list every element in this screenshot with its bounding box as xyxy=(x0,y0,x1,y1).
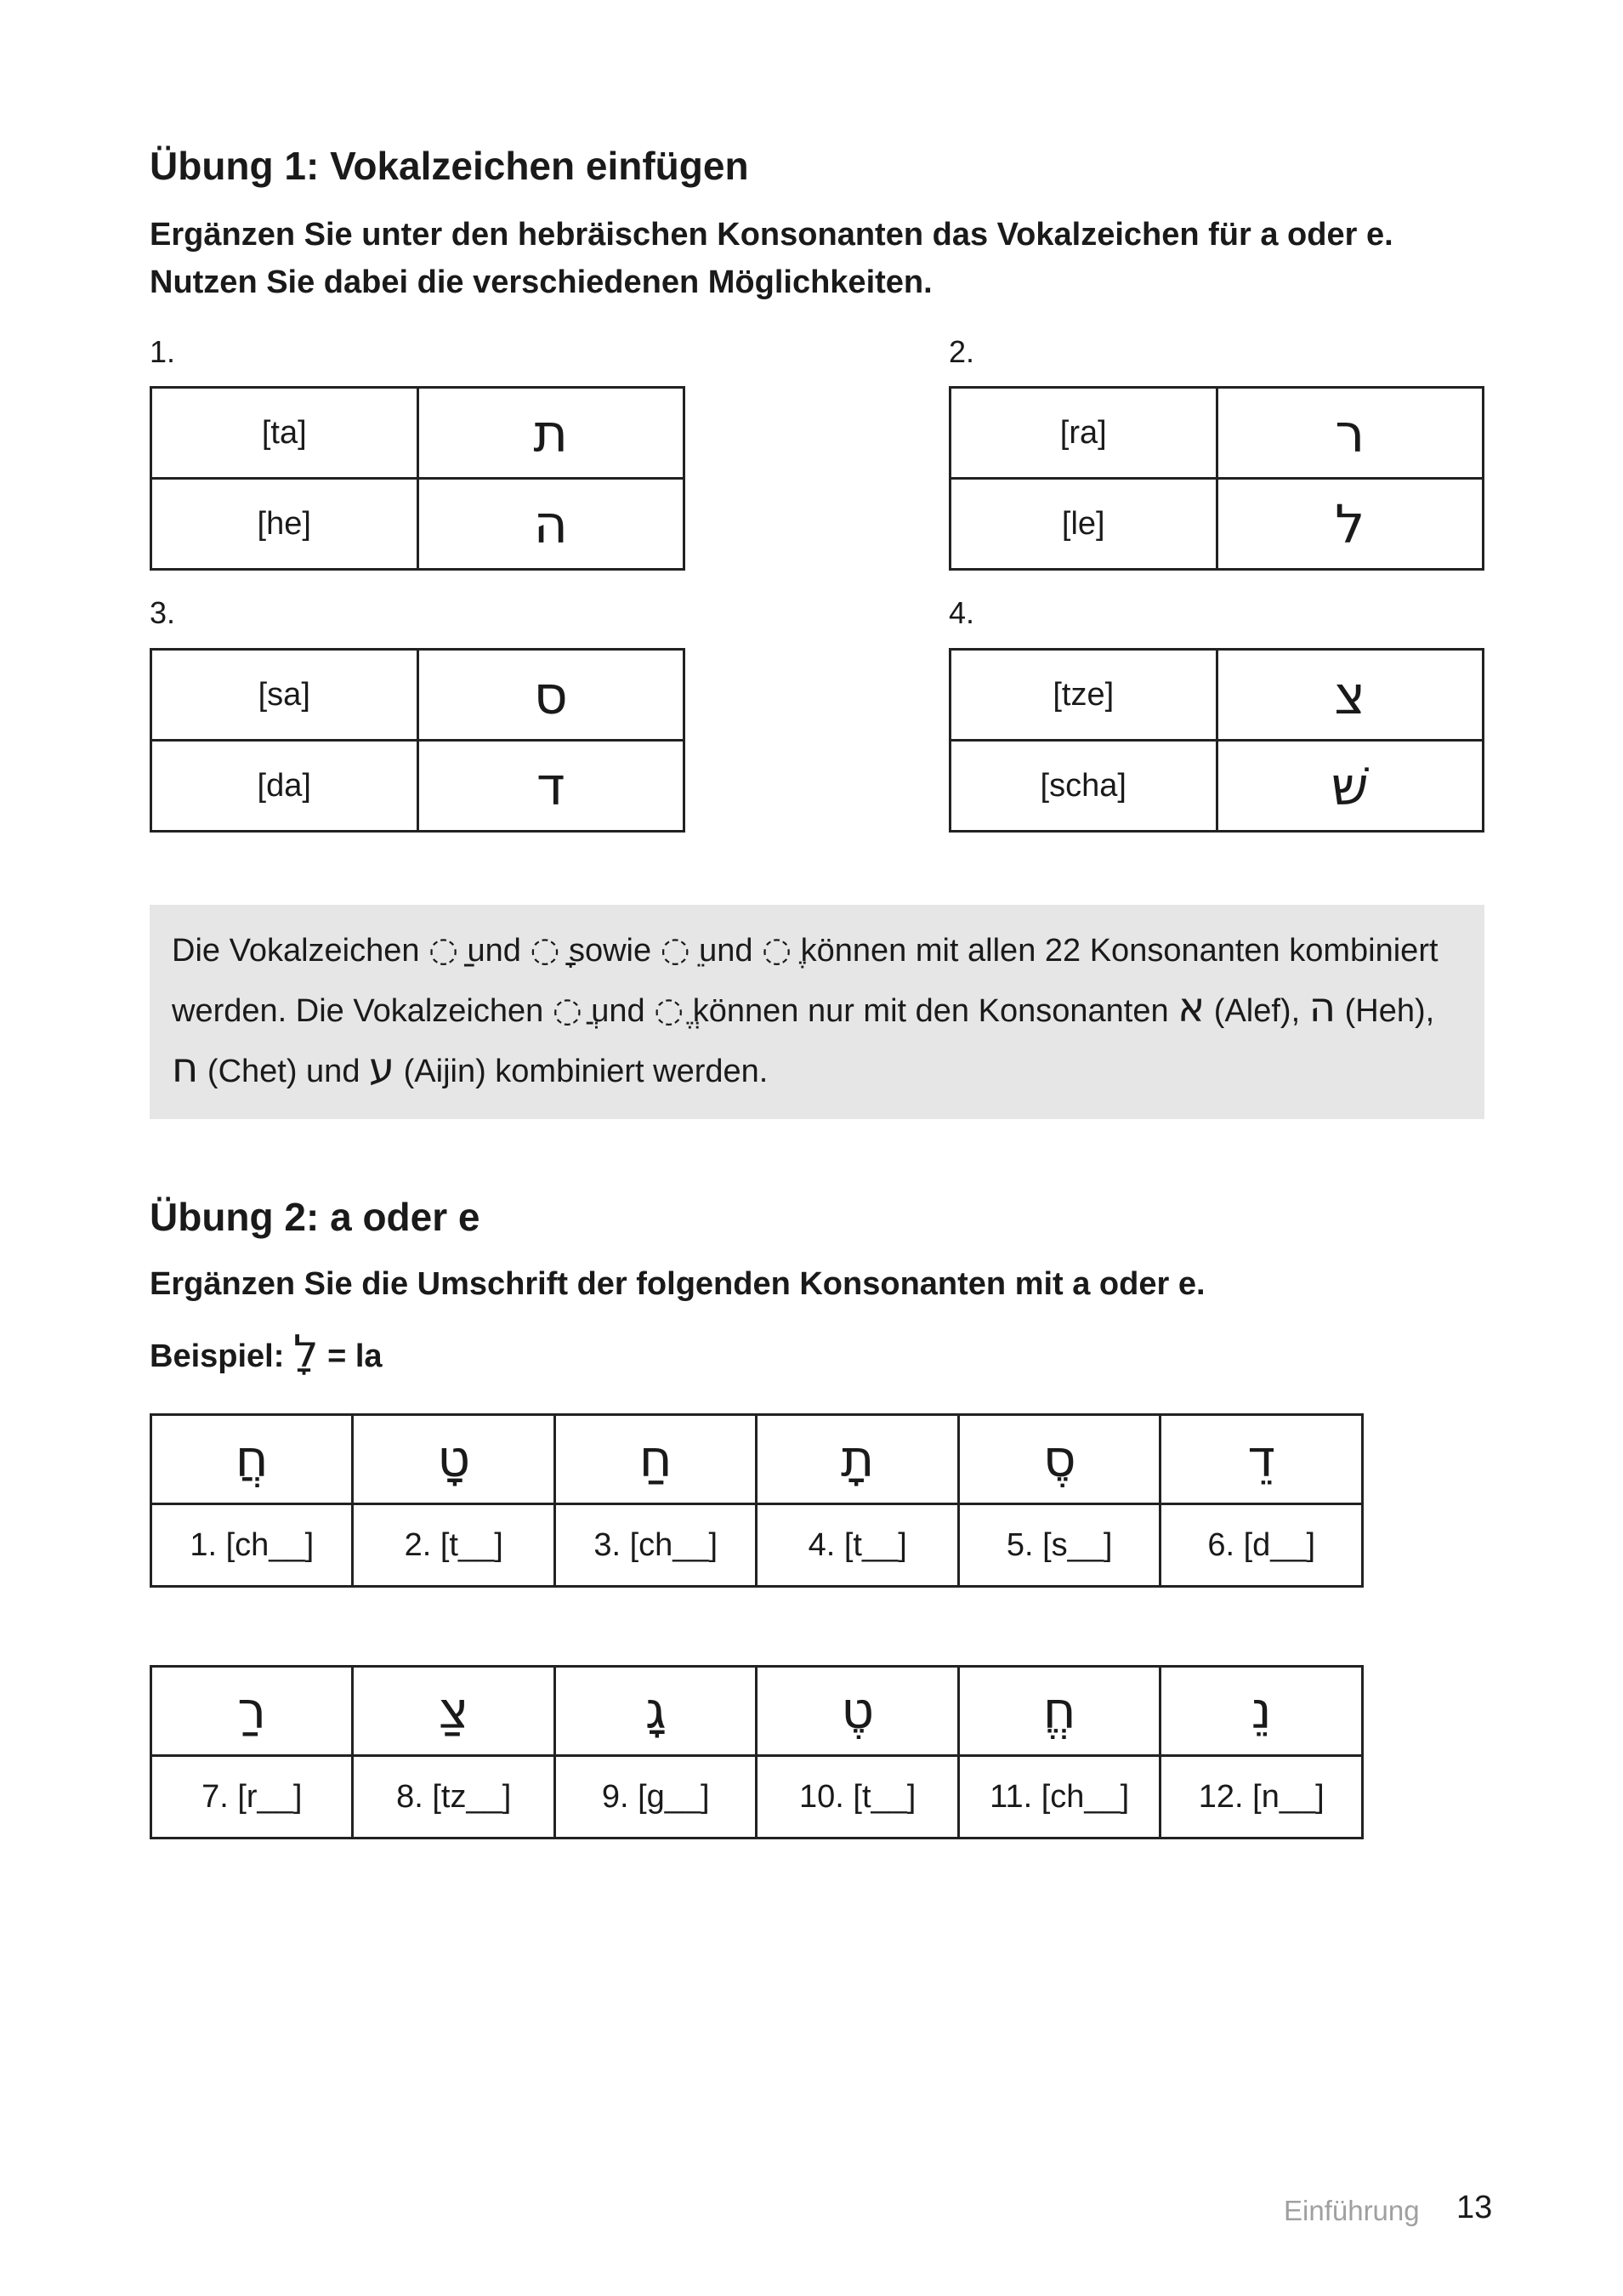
transcription-cell: [ra] xyxy=(951,388,1217,479)
hebrew-cell: תָ xyxy=(757,1415,958,1504)
transcription-cell: [tze] xyxy=(951,650,1217,741)
vowel-sign-patach: ◌ַ xyxy=(428,930,458,969)
transcription-cell: [le] xyxy=(951,479,1217,570)
transcription-cell: 1. [ch__] xyxy=(151,1504,353,1587)
transcription-cell: [ta] xyxy=(151,388,418,479)
hebrew-cell: גָ xyxy=(554,1667,756,1756)
group-2-number: 2. xyxy=(949,334,975,369)
note-text: Die Vokalzeichen xyxy=(172,933,429,969)
transcription-cell: 11. [ch__] xyxy=(958,1756,1160,1839)
transcription-cell: [da] xyxy=(151,741,418,832)
example xyxy=(150,1327,383,1378)
hebrew-cell: ד xyxy=(417,741,684,832)
hebrew-cell: שׁ xyxy=(1217,741,1484,832)
note-text: (Alef), xyxy=(1205,993,1309,1029)
transcription-cell: 9. [g__] xyxy=(554,1756,756,1839)
vowel-sign-hataf-segol: ◌ֱ xyxy=(654,991,684,1030)
vowel-sign-tsere: ◌ֵ xyxy=(660,930,690,969)
group-1-table xyxy=(150,386,685,571)
note-text: (Aijin) kombiniert werden. xyxy=(394,1054,769,1089)
note-text: und xyxy=(457,933,531,969)
hebrew-cell: נֵ xyxy=(1161,1667,1363,1756)
transcription-cell: [sa] xyxy=(151,650,418,741)
example-hebrew: לָ xyxy=(292,1327,319,1378)
hebrew-cell: סֶ xyxy=(958,1415,1160,1504)
transcription-cell: 8. [tz__] xyxy=(353,1756,554,1839)
note-text: (Heh), xyxy=(1336,993,1435,1029)
transcription-cell: 10. [t__] xyxy=(757,1756,958,1839)
exercise2-instruction: Ergänzen Sie die Umschrift der folgenden Konsonanten mit a oder e. xyxy=(150,1266,1206,1302)
hebrew-cell: חַ xyxy=(554,1415,756,1504)
hebrew-cell: טָ xyxy=(353,1415,554,1504)
exercise1-instruction: Ergänzen Sie unter den hebräischen Konsonanten das Vokalzeichen für a oder e. Nutzen Sie dabei die verschiedenen Möglichkeiten. xyxy=(150,217,1393,300)
hebrew-letter-aijin: ע xyxy=(369,1044,395,1092)
hebrew-cell: צַ xyxy=(353,1667,554,1756)
transcription-cell: [he] xyxy=(151,479,418,570)
note-text: können nur mit den Konsonanten xyxy=(684,993,1178,1029)
exercise1-title: Übung 1: Vokalzeichen einfügen xyxy=(150,144,749,188)
hebrew-cell: ל xyxy=(1217,479,1484,570)
exercise2-table-1 xyxy=(150,1413,1364,1588)
note-text: sowie xyxy=(559,933,661,969)
group-4-number: 4. xyxy=(949,595,975,630)
hebrew-cell: רַ xyxy=(151,1667,353,1756)
transcription-cell: 4. [t__] xyxy=(757,1504,958,1587)
transcription-cell: 6. [d__] xyxy=(1161,1504,1363,1587)
hebrew-letter-heh: ה xyxy=(1308,984,1336,1031)
group-2-table xyxy=(949,386,1484,571)
example-label: Beispiel: xyxy=(150,1338,285,1374)
hebrew-letter-alef: א xyxy=(1178,984,1206,1031)
hebrew-cell: ה xyxy=(417,479,684,570)
note-text: und xyxy=(689,933,763,969)
hebrew-cell: ת xyxy=(417,388,684,479)
vowel-sign-hataf-patach: ◌ֲ xyxy=(552,991,582,1030)
hebrew-cell: ס xyxy=(417,650,684,741)
transcription-cell: [scha] xyxy=(951,741,1217,832)
note-text: und xyxy=(582,993,655,1029)
note-text: können mit allen 22 Konsonanten kombiniert werden. Die Vokalzeichen xyxy=(172,933,1439,1029)
hebrew-cell: דֵ xyxy=(1161,1415,1363,1504)
vowel-sign-kamatz: ◌ָ xyxy=(530,930,560,969)
group-3-table xyxy=(150,648,685,833)
example-result: = la xyxy=(327,1338,383,1374)
transcription-cell: 3. [ch__] xyxy=(554,1504,756,1587)
hebrew-cell: ר xyxy=(1217,388,1484,479)
transcription-cell: 12. [n__] xyxy=(1161,1756,1363,1839)
hebrew-cell: חֱ xyxy=(958,1667,1160,1756)
exercise2-table-2 xyxy=(150,1665,1364,1839)
group-3-number: 3. xyxy=(150,595,176,630)
page-number: 13 xyxy=(1456,2190,1493,2225)
transcription-cell: 2. [t__] xyxy=(353,1504,554,1587)
exercise2-title: Übung 2: a oder e xyxy=(150,1195,480,1239)
transcription-cell: 5. [s__] xyxy=(958,1504,1160,1587)
transcription-cell: 7. [r__] xyxy=(151,1756,353,1839)
hebrew-letter-chet: ח xyxy=(172,1044,199,1092)
vowel-sign-segol: ◌ֶ xyxy=(762,930,792,969)
footer-section-label: Einführung xyxy=(1284,2195,1420,2226)
group-4-table xyxy=(949,648,1484,833)
group-1-number: 1. xyxy=(150,334,176,369)
hebrew-cell: חֲ xyxy=(151,1415,353,1504)
info-note xyxy=(150,905,1484,1119)
hebrew-cell: צ xyxy=(1217,650,1484,741)
note-text: (Chet) und xyxy=(198,1054,370,1089)
hebrew-cell: טֶ xyxy=(757,1667,958,1756)
